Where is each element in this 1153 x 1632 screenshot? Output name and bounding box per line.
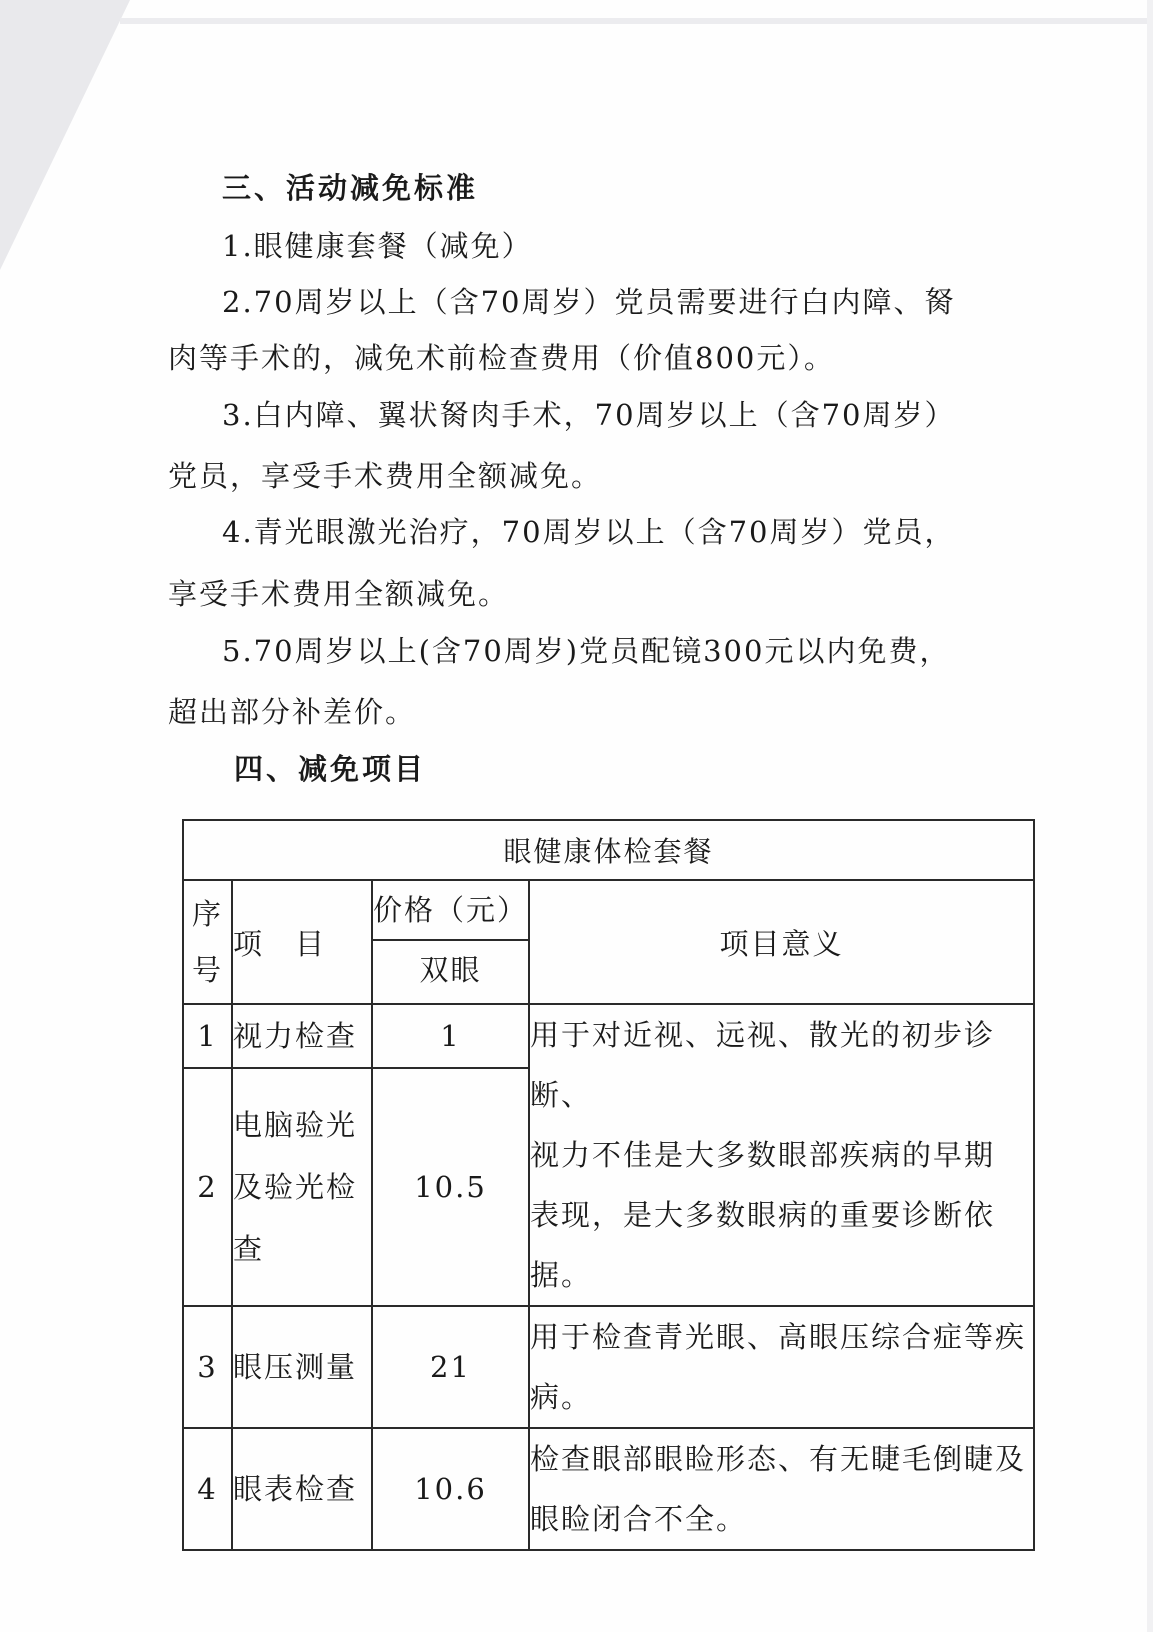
header-serial-number xyxy=(183,880,232,1004)
row-4-number: 4 xyxy=(183,1428,232,1550)
table-header-row xyxy=(183,880,1034,1004)
row-1-name: 视力检查 xyxy=(232,1004,372,1068)
table-row xyxy=(183,1004,1034,1068)
row-3-name: 眼压测量 xyxy=(232,1306,372,1428)
header-item-name: 项 目 xyxy=(232,880,372,1004)
meaning-line: 表现，是大多数眼病的重要诊断依 xyxy=(530,1198,996,1232)
paragraph-4-line-2: 享受手术费用全额减免。 xyxy=(168,577,510,611)
name-line: 及验光检 xyxy=(233,1170,358,1204)
paragraph-1: 1.眼健康套餐（减免） xyxy=(222,229,533,263)
meaning-line: 用于对近视、远视、散光的初步诊断、 xyxy=(530,1018,996,1112)
header-item-meaning: 项目意义 xyxy=(529,880,1034,1004)
name-line: 查 xyxy=(233,1232,265,1266)
section-4-title: 四、减免项目 xyxy=(234,752,427,786)
name-line: 电脑验光 xyxy=(233,1108,358,1142)
row-4-name: 眼表检查 xyxy=(232,1428,372,1550)
paragraph-5-line-1: 5.70周岁以上(含70周岁)党员配镜300元以内免费， xyxy=(222,634,951,668)
paragraph-3-line-1: 3.白内障、翼状胬肉手术，70周岁以上（含70周岁） xyxy=(222,398,956,432)
meaning-line: 用于检查青光眼、高眼压综合症等疾 xyxy=(530,1320,1027,1354)
table-caption-row xyxy=(183,820,1034,880)
row-1-2-meaning xyxy=(529,1004,1034,1306)
row-1-price: 1 xyxy=(372,1004,529,1068)
table-row xyxy=(183,1428,1034,1550)
header-price-both-eyes: 双眼 xyxy=(419,953,482,987)
meaning-line: 眼睑闭合不全。 xyxy=(530,1502,748,1536)
paragraph-2-line-2: 肉等手术的，减免术前检查费用（价值800元）。 xyxy=(168,341,835,375)
row-2-name xyxy=(232,1068,372,1306)
header-price xyxy=(372,880,529,1004)
paragraph-2-line-1: 2.70周岁以上（含70周岁）党员需要进行白内障、胬 xyxy=(222,285,956,319)
row-2-number: 2 xyxy=(183,1068,232,1306)
meaning-line: 据。 xyxy=(530,1258,593,1292)
table-row xyxy=(183,1306,1034,1428)
row-2-price: 10.5 xyxy=(372,1068,529,1306)
header-price-label: 价格（元） xyxy=(373,881,528,941)
page-top-edge xyxy=(120,18,1153,24)
row-3-meaning xyxy=(529,1306,1034,1428)
paragraph-5-line-2: 超出部分补差价。 xyxy=(168,695,417,729)
paragraph-3-line-2: 党员，享受手术费用全额减免。 xyxy=(168,459,603,493)
folded-corner-shadow xyxy=(0,0,130,270)
header-serial-line-2: 号 xyxy=(191,953,223,987)
row-4-meaning xyxy=(529,1428,1034,1550)
row-1-number: 1 xyxy=(183,1004,232,1068)
header-serial-line-1: 序 xyxy=(191,897,223,931)
row-4-price: 10.6 xyxy=(372,1428,529,1550)
row-3-number: 3 xyxy=(183,1306,232,1428)
meaning-line: 病。 xyxy=(530,1380,593,1414)
section-3-title: 三、活动减免标准 xyxy=(222,171,479,205)
row-3-price: 21 xyxy=(372,1306,529,1428)
eye-health-package-table xyxy=(182,819,1035,1551)
meaning-line: 视力不佳是大多数眼部疾病的早期 xyxy=(530,1138,996,1172)
table-caption: 眼健康体检套餐 xyxy=(183,820,1034,880)
paragraph-4-line-1: 4.青光眼激光治疗，70周岁以上（含70周岁）党员， xyxy=(222,515,956,549)
page-right-edge xyxy=(1147,0,1153,1632)
meaning-line: 检查眼部眼睑形态、有无睫毛倒睫及 xyxy=(530,1442,1027,1476)
